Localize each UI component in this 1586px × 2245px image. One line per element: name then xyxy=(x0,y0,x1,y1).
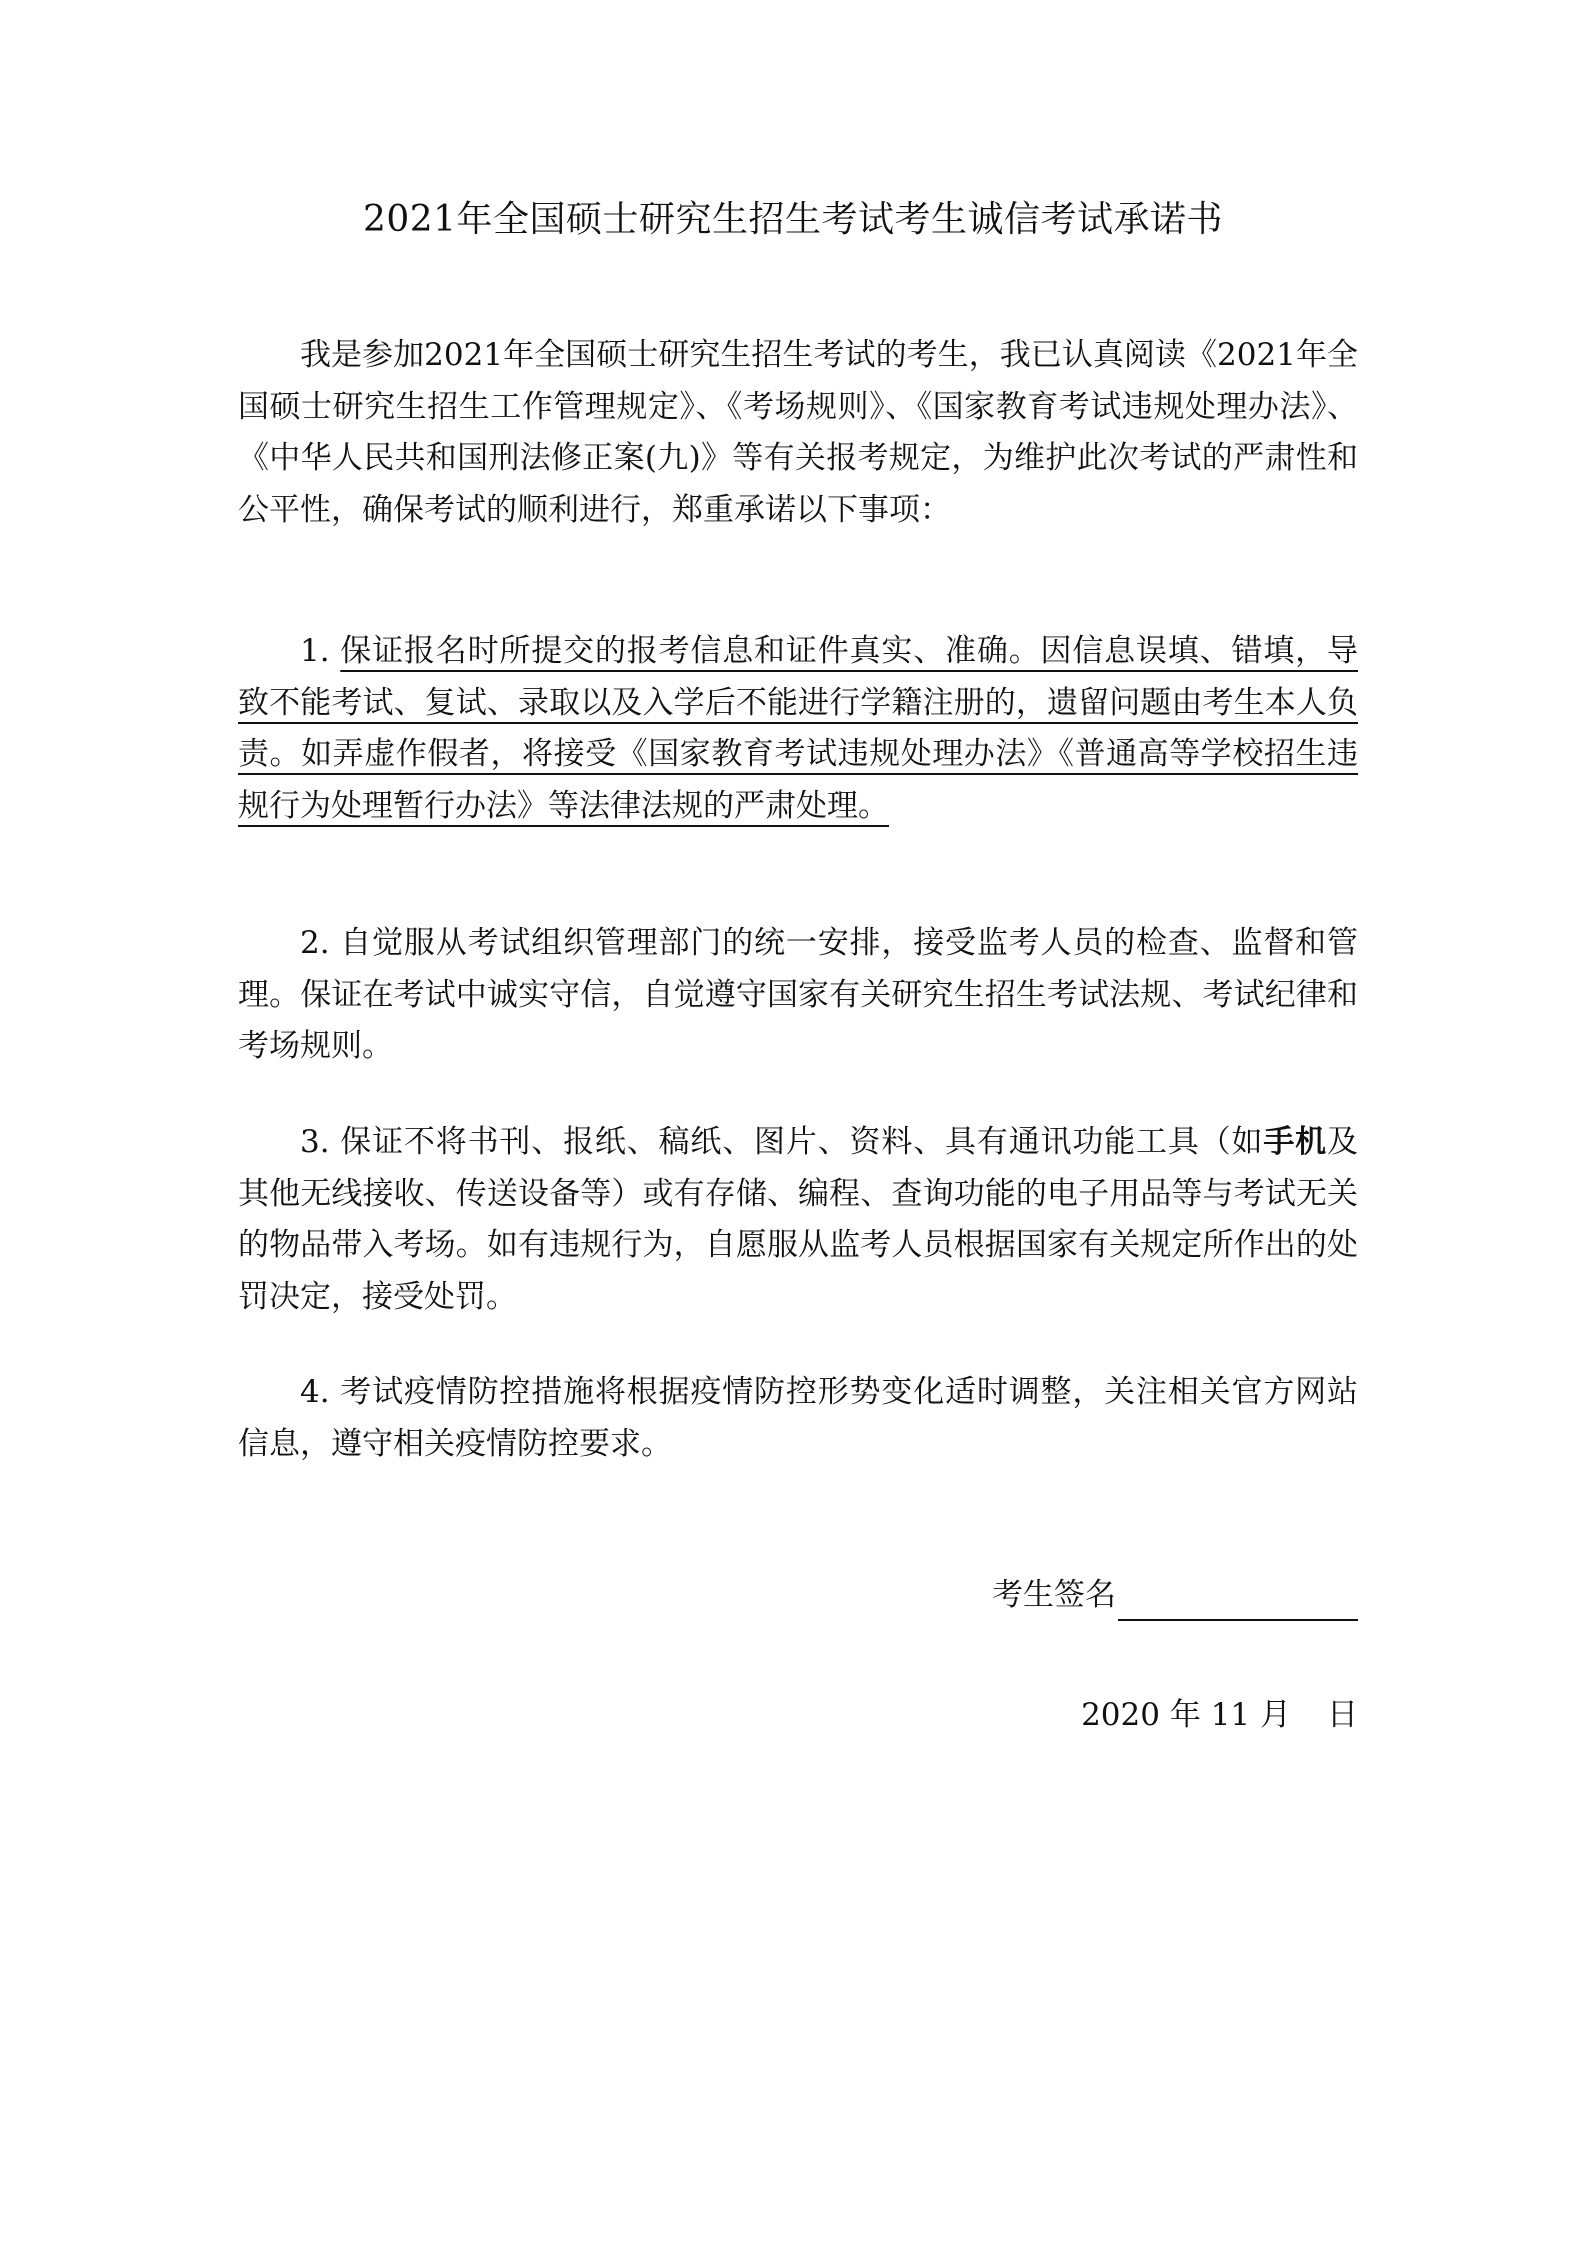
item-3-text-start: 3. 保证不将书刊、报纸、稿纸、图片、资料、具有通讯功能工具（如 xyxy=(300,1124,1264,1160)
item-1-number: 1. xyxy=(300,633,341,669)
signature-label: 考生签名 xyxy=(992,1577,1116,1613)
date-month: 11 xyxy=(1210,1697,1251,1733)
item-1-underlined-text: 保证报名时所提交的报考信息和证件真实、准确。因信息误填、错填，导致不能考试、复试、录取以及入学后不能进行学籍注册的，遗留问题由考生本人负责。如弄虚作假者，将接受《国家教育考试违规处理办法》《普通高等学校招生违规行为处理暂行办法》等法律法规的严肃处理。 xyxy=(238,633,1358,824)
item-3-paragraph xyxy=(238,1117,1358,1323)
date-block xyxy=(1081,1690,1358,1741)
date-year-unit: 年 xyxy=(1169,1697,1201,1733)
intro-paragraph: 我是参加2021年全国硕士研究生招生考试的考生，我已认真阅读《2021年全国硕士研究生招生工作管理规定》、《考场规则》、《国家教育考试违规处理办法》、《中华人民共和国刑法修正案(九)》等有关报考规定，为维护此次考试的严肃性和公平性，确保考试的顺利进行，郑重承诺以下事项： xyxy=(238,337,1358,528)
signature-line[interactable] xyxy=(1118,1583,1358,1621)
item-4-paragraph: 4. 考试疫情防控措施将根据疫情防控形势变化适时调整，关注相关官方网站信息，遵守相关疫情防控要求。 xyxy=(238,1374,1358,1462)
intro-section xyxy=(238,330,1358,536)
date-month-unit: 月 xyxy=(1260,1697,1291,1733)
commitment-item-1 xyxy=(238,626,1358,832)
document-title: 2021年全国硕士研究生招生考试考生诚信考试承诺书 xyxy=(362,199,1224,240)
commitment-item-2 xyxy=(238,918,1358,1073)
commitment-item-4 xyxy=(238,1367,1358,1470)
date-day-unit: 日 xyxy=(1327,1697,1358,1733)
commitment-item-3 xyxy=(238,1117,1358,1323)
item-2-paragraph: 2. 自觉服从考试组织管理部门的统一安排，接受监考人员的检查、监督和管理。保证在考试中诚实守信，自觉遵守国家有关研究生招生考试法规、考试纪律和考场规则。 xyxy=(238,925,1358,1064)
date-year: 2020 xyxy=(1081,1697,1160,1733)
item-1-paragraph xyxy=(238,626,1358,832)
item-3-bold-phone: 手机 xyxy=(1263,1124,1328,1160)
signature-block xyxy=(992,1570,1358,1621)
item-3-text-end: 及其他无线接收、传送设备等）或有存储、编程、查询功能的电子用品等与考试无关的物品带入考场。如有违规行为，自愿服从监考人员根据国家有关规定所作出的处罚决定，接受处罚。 xyxy=(238,1124,1359,1315)
